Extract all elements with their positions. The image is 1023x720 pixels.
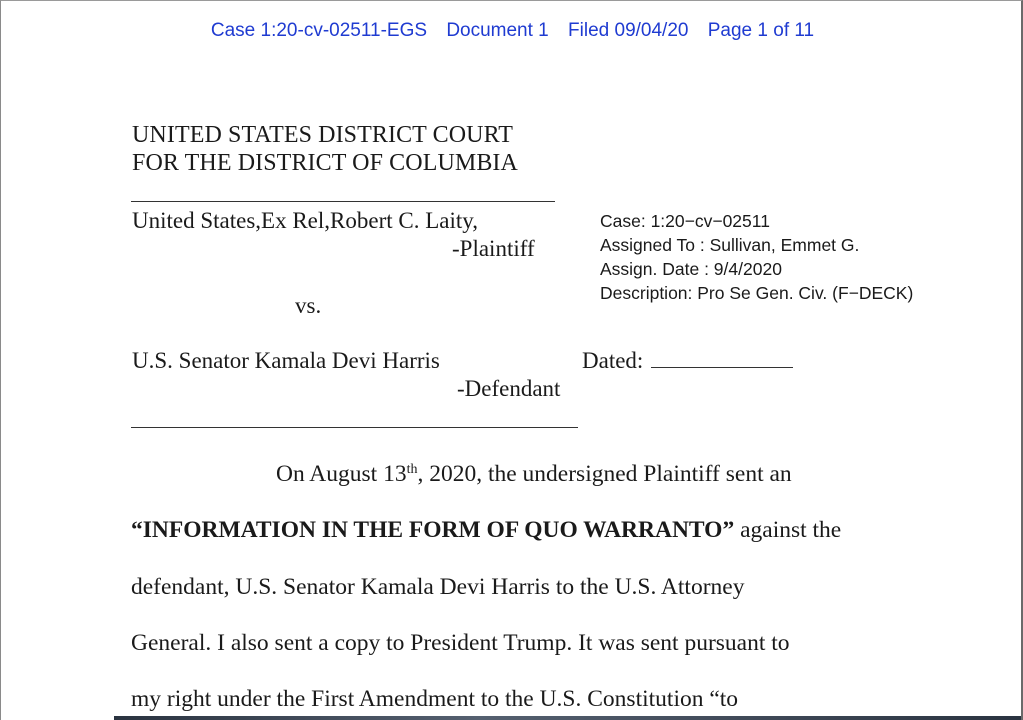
dated-blank-line <box>651 353 793 368</box>
quo-warranto-title: “INFORMATION IN THE FORM OF QUO WARRANTO” <box>131 517 735 543</box>
defendant-role: -Defendant <box>457 376 561 401</box>
stamp-description: Description: Pro Se Gen. Civ. (F−DECK) <box>600 283 914 303</box>
body-line-2 <box>131 517 841 544</box>
stamp-assigned: Assigned To : Sullivan, Emmet G. <box>600 235 860 255</box>
body-line-1 <box>276 461 792 488</box>
body-line-2-text: against the <box>734 517 842 543</box>
body-line-1-text-end: , 2020, the undersigned Plaintiff sent an <box>417 461 792 487</box>
ordinal-suffix: th <box>406 462 418 477</box>
filed-date: Filed 09/04/20 <box>568 20 689 41</box>
body-line-4: General. I also sent a copy to President Trump. It was sent pursuant to <box>131 630 790 656</box>
body-line-5: my right under the First Amendment to the U.S. Constitution “to <box>131 686 739 712</box>
dated-label: Dated: <box>582 348 644 373</box>
defendant-name: U.S. Senator Kamala Devi Harris <box>132 348 440 373</box>
court-name-line2: FOR THE DISTRICT OF COLUMBIA <box>132 150 518 176</box>
ecf-filing-header <box>1 20 1023 42</box>
case-number: Case 1:20-cv-02511-EGS <box>210 20 428 41</box>
versus-label: vs. <box>295 293 322 318</box>
plaintiff-name: United States,Ex Rel,Robert C. Laity, <box>132 208 479 233</box>
body-line-3: defendant, U.S. Senator Kamala Devi Harris to the U.S. Attorney <box>131 574 745 600</box>
caption-rule-top <box>131 201 555 202</box>
page-count: Page 1 of 11 <box>707 20 815 41</box>
caption-rule-bottom <box>131 427 578 428</box>
court-name-line1: UNITED STATES DISTRICT COURT <box>132 122 513 148</box>
body-line-1-text: On August 13 <box>276 461 407 487</box>
dated-field <box>582 348 793 374</box>
viewer-bottom-edge <box>114 716 1023 720</box>
stamp-case: Case: 1:20−cv−02511 <box>600 211 770 231</box>
document-number: Document 1 <box>446 20 549 41</box>
plaintiff-role: -Plaintiff <box>452 236 535 261</box>
stamp-assign-date: Assign. Date : 9/4/2020 <box>600 259 782 279</box>
